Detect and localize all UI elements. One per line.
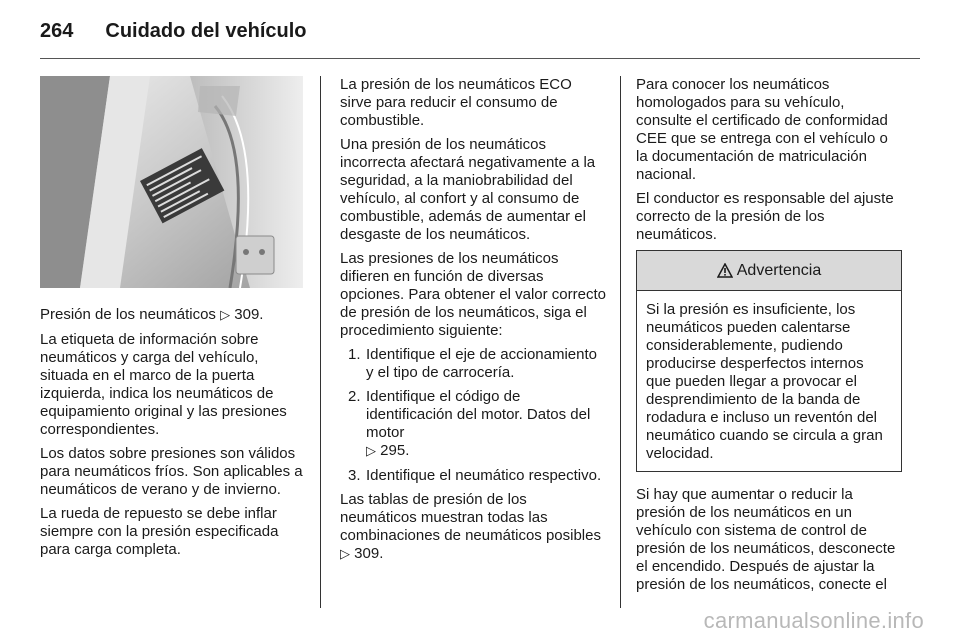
figure-page-ref: 309.	[234, 306, 264, 323]
procedure-steps	[340, 346, 606, 485]
column-1-text	[40, 306, 308, 565]
col1-paragraph-3: La rueda de repuesto se debe inflar siempre con la presión especificada para carga completa.	[40, 505, 279, 558]
column-2-text	[340, 76, 606, 570]
col3-paragraph-1: Para conocer los neumáticos homologados para su vehículo, consulte el certificado de conformidad CEE que se entrega con el vehículo o la documentación de matriculación nacional.	[636, 76, 888, 183]
col3-paragraph-3: Si hay que aumentar o reducir la presión de los neumáticos en un vehículo con sistema de control de presión de los neumáticos, desconecte el encendido. Después de ajustar la presión de los neumáticos, conecte el	[636, 486, 896, 593]
door-frame-illustration	[40, 76, 303, 288]
col2-paragraph-2: Una presión de los neumáticos incorrecta afectará negativamente a la seguridad, a la maniobrabilidad del vehículo, al confort y al consumo de combustible, además de aumentar el desgaste de los neumáticos.	[340, 136, 596, 243]
table-page-ref: 309.	[354, 545, 384, 562]
cross-reference-icon: ▷	[220, 308, 231, 323]
column-divider-1	[320, 76, 321, 608]
watermark: carmanualsonline.info	[703, 608, 924, 633]
warning-box	[636, 250, 902, 472]
warning-triangle-icon	[717, 263, 733, 278]
cross-reference-icon: ▷	[366, 444, 376, 459]
col2-paragraph-3: Las presiones de los neumáticos difieren en función de diversas opciones. Para obtener el valor correcto de presión de los neumáticos, siga el procedimiento siguiente:	[340, 250, 606, 339]
col3-paragraph-2: El conductor es responsable del ajuste correcto de la presión de los neumáticos.	[636, 190, 894, 243]
procedure-step-3: 3. Identifique el neumático respectivo.	[348, 467, 602, 484]
warning-header	[637, 251, 901, 291]
procedure-step-2: 2. Identifique el código de identificación del motor. Datos del motor ▷ 295.	[348, 388, 591, 459]
procedure-step-1: 1. Identifique el eje de accionamiento y el tipo de carrocería.	[348, 346, 597, 381]
column-3-text	[636, 76, 902, 600]
section-title: Cuidado del vehículo	[105, 20, 307, 42]
page-header	[40, 20, 307, 43]
column-divider-2	[620, 76, 621, 608]
col2-paragraph-4: Las tablas de presión de los neumáticos muestran todas las combinaciones de neumáticos posibles ▷ 309.	[340, 491, 601, 562]
door-frame-label-photo	[40, 76, 303, 288]
cross-reference-icon: ▷	[340, 547, 350, 562]
col1-paragraph-1: La etiqueta de información sobre neumáticos y carga del vehículo, situada en el marco de la puerta izquierda, indica los neumáticos de equipamiento original y las presiones correspondientes.	[40, 331, 287, 438]
header-rule	[40, 58, 920, 59]
warning-title: Advertencia	[736, 261, 822, 279]
figure-caption: Presión de los neumáticos ▷ 309.	[40, 306, 264, 323]
step-2-page-ref: 295.	[380, 442, 410, 459]
page-number: 264	[40, 20, 74, 42]
warning-body: Si la presión es insuficiente, los neumáticos pueden calentarse considerablemente, pudiendo producirse desperfectos internos que pueden llegar a provocar el desprendimiento de la banda de rodadura e incluso un reventón del neumático cuando se circula a gran velocidad.	[646, 301, 883, 462]
col1-paragraph-2: Los datos sobre presiones son válidos para neumáticos fríos. Son aplicables a neumáticos de verano y de invierno.	[40, 445, 303, 498]
col2-paragraph-1: La presión de los neumáticos ECO sirve para reducir el consumo de combustible.	[340, 76, 572, 129]
